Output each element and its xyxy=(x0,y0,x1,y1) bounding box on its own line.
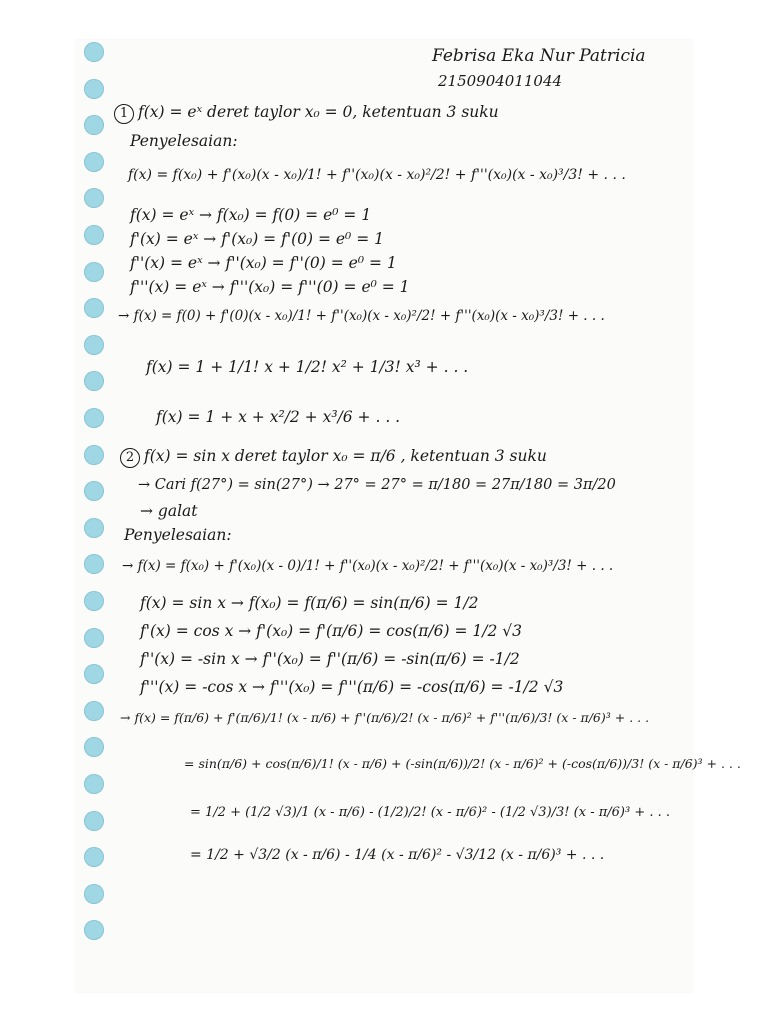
error-line: → galat xyxy=(140,502,198,520)
binding-hole xyxy=(84,628,104,648)
derivative-line-f3: f'''(x) = eˣ → f'''(x₀) = f'''(0) = e⁰ = 1 xyxy=(130,278,410,296)
find-value-line: → Cari f(27°) = sin(27°) → 27° = 27° = π/180 = 27π/180 = 3π/20 xyxy=(138,477,616,493)
expansion-step-3: = 1/2 + √3/2 (x - π/6) - 1/4 (x - π/6)² - √3/12 (x - π/6)³ + . . . xyxy=(190,847,605,863)
substituted-formula-2: → f(x) = f(π/6) + f'(π/6)/1! (x - π/6) + f''(π/6)/2! (x - π/6)² + f'''(π/6)/3! (x - π/6)³ + . . . xyxy=(120,710,650,725)
problem-number-2: 2 xyxy=(120,448,140,468)
taylor-formula-2: → f(x) = f(x₀) + f'(x₀)(x - 0)/1! + f''(x₀)(x - x₀)²/2! + f'''(x₀)(x - x₀)³/3! + . . . xyxy=(122,558,614,574)
sin-derivative-f: f(x) = sin x → f(x₀) = f(π/6) = sin(π/6) = 1/2 xyxy=(140,594,479,612)
sin-derivative-f3: f'''(x) = -cos x → f'''(x₀) = f'''(π/6) = -cos(π/6) = -1/2 √3 xyxy=(140,678,564,696)
author-name: Febrisa Eka Nur Patricia xyxy=(432,46,646,66)
expansion-step-2: = 1/2 + (1/2 √3)/1 (x - π/6) - (1/2)/2! (x - π/6)² - (1/2 √3)/3! (x - π/6)³ + . . . xyxy=(190,805,671,820)
solution-heading-2: Penyelesaian: xyxy=(124,526,232,544)
binding-hole xyxy=(84,701,104,721)
binding-hole xyxy=(84,42,104,62)
taylor-formula: f(x) = f(x₀) + f'(x₀)(x - x₀)/1! + f''(x₀)(x - x₀)²/2! + f'''(x₀)(x - x₀)³/3! + . . . xyxy=(128,167,626,183)
binding-hole xyxy=(84,152,104,172)
binding-hole xyxy=(84,774,104,794)
binding-hole xyxy=(84,262,104,282)
binding-hole xyxy=(84,884,104,904)
series-result-1: f(x) = 1 + x + x²/2 + x³/6 + . . . xyxy=(156,408,401,426)
series-expansion-1: f(x) = 1 + 1/1! x + 1/2! x² + 1/3! x³ + . . . xyxy=(146,358,469,376)
binding-hole xyxy=(84,445,104,465)
problem-1-statement: 1 f(x) = eˣ deret taylor x₀ = 0, ketentuan 3 suku xyxy=(114,104,499,124)
binding-hole xyxy=(84,408,104,428)
binding-hole xyxy=(84,335,104,355)
derivative-line-f: f(x) = eˣ → f(x₀) = f(0) = e⁰ = 1 xyxy=(130,206,372,224)
expansion-step-1: = sin(π/6) + cos(π/6)/1! (x - π/6) + (-sin(π/6))/2! (x - π/6)² + (-cos(π/6))/3! (x - π/6)³ + . . . xyxy=(184,756,741,771)
problem-2-statement: 2 f(x) = sin x deret taylor x₀ = π/6 , ketentuan 3 suku xyxy=(120,448,547,468)
binding-hole xyxy=(84,518,104,538)
substituted-formula-1: → f(x) = f(0) + f'(0)(x - x₀)/1! + f''(x₀)(x - x₀)²/2! + f'''(x₀)(x - x₀)³/3! + . . . xyxy=(118,308,605,324)
sin-derivative-f2: f''(x) = -sin x → f''(x₀) = f''(π/6) = -sin(π/6) = -1/2 xyxy=(140,650,520,668)
author-nim: 2150904011044 xyxy=(438,72,563,90)
binding-hole xyxy=(84,79,104,99)
binding-hole xyxy=(84,225,104,245)
binding-hole xyxy=(84,591,104,611)
derivative-line-f1: f'(x) = eˣ → f'(x₀) = f'(0) = e⁰ = 1 xyxy=(130,230,384,248)
derivative-line-f2: f''(x) = eˣ → f''(x₀) = f''(0) = e⁰ = 1 xyxy=(130,254,397,272)
problem-number-1: 1 xyxy=(114,104,134,124)
solution-heading-1: Penyelesaian: xyxy=(130,132,238,150)
sin-derivative-f1: f'(x) = cos x → f'(x₀) = f'(π/6) = cos(π/6) = 1/2 √3 xyxy=(140,622,523,640)
binding-hole xyxy=(84,811,104,831)
